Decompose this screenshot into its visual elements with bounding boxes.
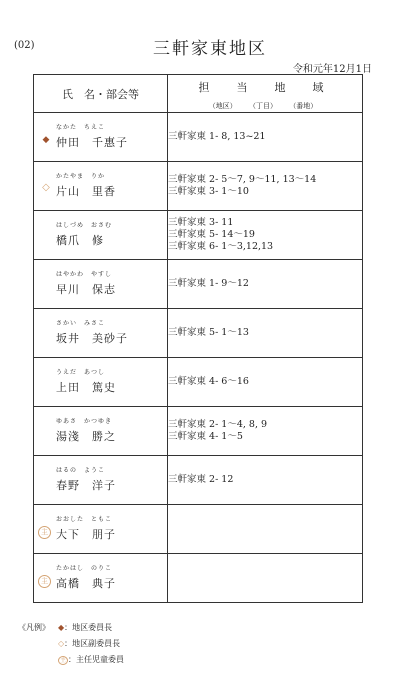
member-area-cell [168,309,363,358]
member-kana: おおした ともこ [56,516,113,523]
chief-mark-icon: 主 [38,575,51,588]
legend-vice-label: ：地区副委員長 [64,639,121,648]
legend-title: 《凡例》 [18,623,50,632]
member-area-cell [168,162,363,211]
area-line: 三軒家東 3- 11 [168,217,234,228]
page-number: (02) [14,40,35,51]
page-title: 三軒家東地区 [153,39,267,59]
member-row [34,407,363,456]
member-row [34,211,363,260]
chair-mark-icon: ◆ [42,135,50,145]
member-name: 仲田 千惠子 [56,136,128,149]
member-name-cell [34,407,168,456]
area-sub-chome: （丁目） [249,101,277,110]
issue-date: 令和元年12月1日 [292,64,372,75]
area-line: 三軒家東 5- 14～19 [168,229,255,240]
roster-body [34,113,363,603]
member-area-cell [168,407,363,456]
member-kana: うえだ あつし [56,369,106,376]
member-name-cell [34,260,168,309]
member-name-cell [34,211,168,260]
member-kana: はやかわ やすし [56,271,113,278]
member-area-cell [168,260,363,309]
member-kana: かたやま りか [56,173,106,180]
member-name-cell [34,113,168,162]
member-row [34,162,363,211]
member-area-cell [168,211,363,260]
roster-table [33,74,363,603]
member-kana: たかはし のりこ [56,565,113,572]
legend [18,620,124,669]
member-name: 高橋 典子 [56,577,116,590]
vice-mark-icon: ◇ [42,182,50,193]
chair-mark-icon: ◆ [58,623,65,632]
member-name-cell [34,554,168,603]
member-row [34,113,363,162]
area-header-title: 担 当 地 域 [198,80,332,94]
member-name: 大下 朋子 [56,528,116,541]
area-sub-banchi: （番地） [289,101,318,110]
legend-row-vice [18,636,124,652]
member-kana: さかい みさこ [56,320,106,327]
member-name-cell [34,456,168,505]
member-name: 春野 洋子 [56,479,116,492]
legend-row-chair [18,620,124,636]
member-area-cell [168,113,363,162]
member-row [34,456,363,505]
member-name-cell [34,358,168,407]
area-sub-district: （地区） [208,101,237,110]
header-row [34,75,363,113]
area-line: 三軒家東 4- 6～16 [168,376,249,387]
name-column-header: 氏 名・部会等 [34,75,168,113]
member-area-cell [168,554,363,603]
chief-mark-icon: 主 [38,526,51,539]
area-line: 三軒家東 2- 5～7, 9～11, 13～14 [168,174,317,185]
member-name-cell [34,505,168,554]
area-header-subtitles [168,101,362,111]
area-line: 三軒家東 3- 1～10 [168,186,249,197]
member-kana: はしづめ おさむ [56,222,113,229]
area-line: 三軒家東 2- 12 [168,474,234,485]
legend-chair-label: ：地区委員長 [64,623,113,632]
member-area-cell [168,456,363,505]
member-area-cell [168,358,363,407]
area-line: 三軒家東 1- 8, 13~21 [168,131,266,142]
member-name: 上田 篤史 [56,381,116,394]
member-name: 早川 保志 [56,283,116,296]
member-kana: はるの ようこ [56,467,106,474]
area-line: 三軒家東 5- 1～13 [168,327,249,338]
member-name: 片山 里香 [56,185,116,198]
member-name-cell [34,309,168,358]
legend-row-chief [18,652,124,669]
member-name-cell [34,162,168,211]
area-line: 三軒家東 2- 1～4, 8, 9 [168,419,268,430]
vice-mark-icon: ◇ [58,639,65,648]
member-row [34,260,363,309]
member-name: 湯淺 勝之 [56,430,116,443]
member-row [34,505,363,554]
legend-chief-label: ：主任児童委員 [68,655,125,664]
member-name: 橋爪 修 [56,234,104,247]
member-row [34,554,363,603]
member-kana: なかた ちえこ [56,124,106,131]
member-row [34,358,363,407]
area-line: 三軒家東 1- 9～12 [168,278,249,289]
member-area-cell [168,505,363,554]
area-column-header [168,75,363,113]
member-kana: ゆあさ かつゆき [56,418,113,425]
area-line: 三軒家東 4- 1～5 [168,431,243,442]
chief-mark-icon: 主 [60,657,67,664]
member-row [34,309,363,358]
area-line: 三軒家東 6- 1～3,12,13 [168,241,274,252]
member-name: 坂井 美砂子 [56,332,128,345]
